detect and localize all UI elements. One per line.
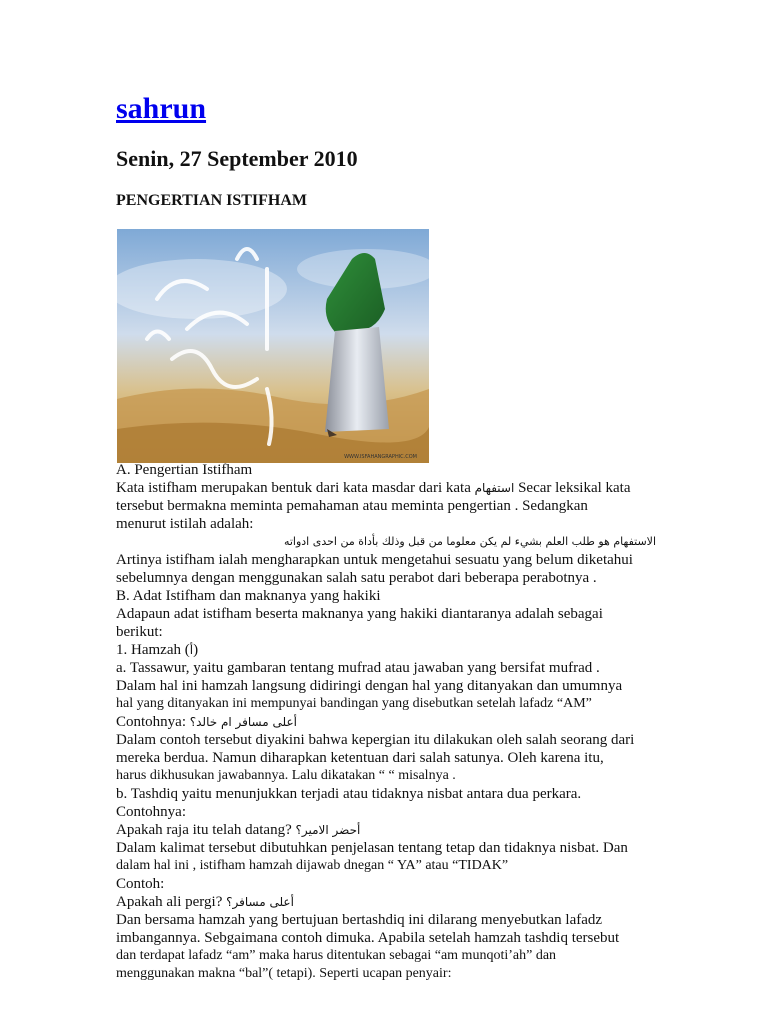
- body-line: sebelumnya dengan menggunakan salah satu perabot dari beberapa perabotnya .: [116, 570, 597, 586]
- arabic-example: أحضر الامير؟: [295, 823, 361, 837]
- hamzah-letter: أ: [189, 643, 194, 657]
- body-line: b. Tashdiq yaitu menunjukkan terjadi atau tidaknya nisbat antara dua perkara.: [116, 786, 582, 802]
- blog-title-link[interactable]: sahrun: [116, 92, 207, 125]
- body-line: Apakah raja itu telah datang? أحضر الامير؟: [116, 822, 361, 838]
- arabic-term: استفهام: [474, 481, 515, 495]
- body-line: imbangannya. Sebgaimana contoh dimuka. Apabila setelah hamzah tashdiq tersebut: [116, 930, 620, 946]
- body-line: dan terdapat lafadz “am” maka harus ditentukan sebagai “am munqoti’ah” dan: [116, 948, 557, 963]
- arabic-definition: الاستفهام هو طلب العلم بشيء لم يكن معلوما من قبل وذلك بأداة من احدى ادواته: [283, 535, 656, 548]
- body-line: Adapaun adat istifham beserta maknanya yang hakiki diantaranya adalah sebagai: [116, 606, 603, 622]
- body-line: mereka berdua. Namun diharapkan ketentuan dari salah satunya. Oleh karena itu,: [116, 750, 604, 766]
- body-line: Dalam kalimat tersebut dibutuhkan penjelasan tentang tetap dan tidaknya nisbat. Dan: [116, 840, 628, 856]
- body-line: Contohnya: أعلى مسافر ام خالد؟: [116, 714, 297, 730]
- body-line: menurut istilah adalah:: [116, 516, 254, 532]
- body-line: menggunakan makna “bal”( tetapi). Seperti ucapan penyair:: [116, 966, 452, 981]
- body-line: Dalam hal ini hamzah langsung didiringi dengan hal yang ditanyakan dan umumnya: [116, 678, 623, 694]
- post-image: [117, 229, 429, 463]
- post-date: Senin, 27 September 2010: [116, 146, 358, 171]
- body-line: A. Pengertian Istifham: [116, 462, 253, 478]
- body-line: berikut:: [116, 624, 163, 640]
- body-line: Apakah ali pergi? أعلى مسافر؟: [116, 894, 294, 910]
- body-line: Kata istifham merupakan bentuk dari kata masdar dari kata استفهام Secar leksikal kata: [116, 480, 631, 496]
- body-line: a. Tassawur, yaitu gambaran tentang mufrad atau jawaban yang bersifat mufrad .: [116, 660, 600, 676]
- body-line: harus dikhusukan jawabannya. Lalu dikatakan “ “ misalnya .: [116, 768, 456, 783]
- body-line: Contoh:: [116, 876, 165, 892]
- body-line: hal yang ditanyakan ini mempunyai bandingan yang disebutkan setelah lafadz “AM”: [116, 696, 592, 711]
- post-body: [116, 461, 656, 983]
- body-line: tersebut bermakna meminta pemahaman atau meminta pengertian . Sedangkan: [116, 498, 588, 514]
- body-line: Artinya istifham ialah mengharapkan untuk mengetahui sesuatu yang belum diketahui: [116, 552, 633, 568]
- image-watermark: WWW.ISFAHANGRAPHIC.COM: [344, 454, 417, 460]
- arabic-example: أعلى مسافر ام خالد؟: [189, 715, 297, 729]
- post-title: PENGERTIAN ISTIFHAM: [116, 192, 308, 209]
- body-line: Dan bersama hamzah yang bertujuan bertashdiq ini dilarang menyebutkan lafadz: [116, 912, 603, 928]
- body-line: 1. Hamzah (أ): [116, 642, 199, 658]
- body-line: Contohnya:: [116, 804, 186, 820]
- body-line: dalam hal ini , istifham hamzah dijawab dnegan “ YA” atau “TIDAK”: [116, 858, 509, 873]
- body-line: Dalam contoh tersebut diyakini bahwa kepergian itu dilakukan oleh salah seorang dari: [116, 732, 635, 748]
- section-heading: B. Adat Istifham dan maknanya yang hakiki: [116, 588, 381, 604]
- arabic-example: أعلى مسافر؟: [226, 895, 294, 909]
